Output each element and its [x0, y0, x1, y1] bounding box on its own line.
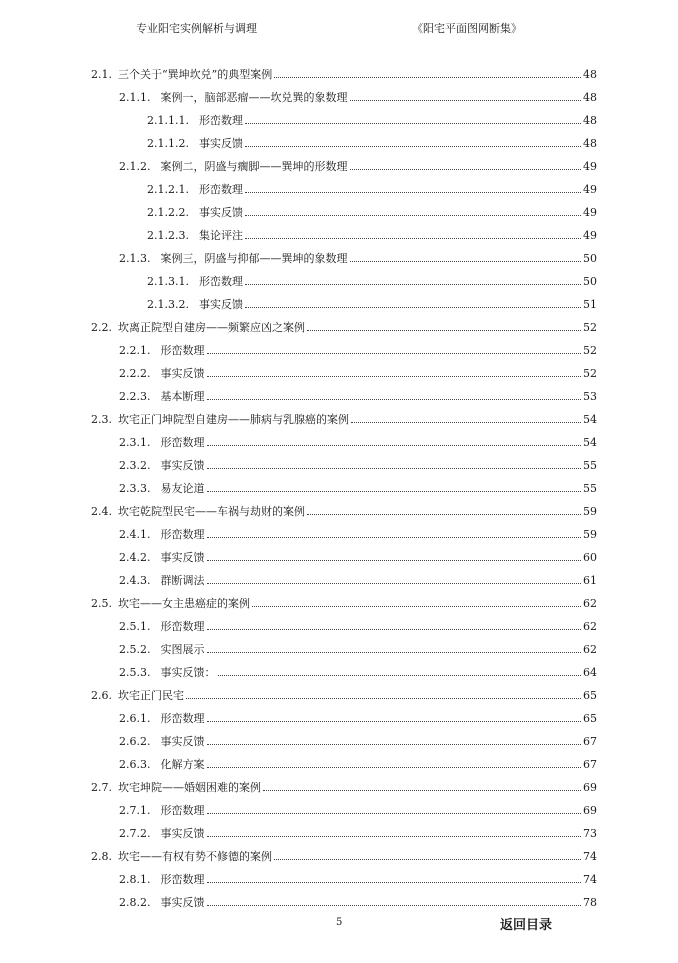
toc-entry[interactable] — [119, 86, 597, 104]
toc-dot-leader — [307, 514, 581, 515]
toc-dot-leader — [207, 583, 582, 584]
toc-entry[interactable] — [91, 592, 597, 610]
toc-entry-page: 60 — [583, 551, 597, 564]
toc-entry-page: 49 — [583, 206, 597, 219]
toc-entry[interactable] — [91, 776, 597, 794]
toc-entry-page: 48 — [583, 137, 597, 150]
toc-dot-leader — [307, 330, 581, 331]
toc-entry-title: 形峦数理 — [160, 436, 205, 449]
toc-entry-number: 2.5.3. — [119, 666, 151, 679]
toc-dot-leader — [207, 491, 582, 492]
toc-entry[interactable] — [119, 868, 597, 886]
toc-dot-leader — [207, 376, 582, 377]
toc-entry-number: 2.3. — [91, 413, 112, 426]
toc-dot-leader — [245, 192, 581, 193]
toc-entry-page: 49 — [583, 229, 597, 242]
toc-entry-page: 69 — [583, 781, 597, 794]
toc-entry-page: 65 — [583, 712, 597, 725]
toc-entry[interactable] — [147, 270, 597, 288]
toc-dot-leader — [207, 399, 582, 400]
toc-entry[interactable] — [147, 178, 597, 196]
toc-entry-number: 2.3.3. — [119, 482, 151, 495]
toc-dot-leader — [207, 445, 582, 446]
toc-dot-leader — [207, 353, 582, 354]
toc-dot-leader — [207, 813, 582, 814]
toc-entry-title: 坎宅正门民宅 — [118, 689, 184, 702]
toc-entry-page: 52 — [583, 321, 597, 334]
toc-entry[interactable] — [119, 822, 597, 840]
toc-entry-number: 2.1.2.1. — [147, 183, 189, 196]
toc-entry-page: 67 — [583, 735, 597, 748]
toc-entry[interactable] — [119, 339, 597, 357]
toc-dot-leader — [245, 123, 581, 124]
toc-entry[interactable] — [119, 546, 597, 564]
toc-dot-leader — [263, 790, 581, 791]
header-book-title: 专业阳宅实例解析与调理 — [136, 22, 257, 35]
toc-dot-leader — [245, 307, 581, 308]
toc-entry-title: 形峦数理 — [198, 183, 243, 196]
toc-entry-title: 形峦数理 — [198, 114, 243, 127]
toc-dot-leader — [207, 905, 582, 906]
toc-entry-title: 案例三，阴盛与抑郁——巽坤的象数理 — [160, 252, 348, 265]
toc-entry-page: 48 — [583, 114, 597, 127]
toc-entry-page: 59 — [583, 505, 597, 518]
toc-dot-leader — [207, 767, 582, 768]
toc-entry-title: 群断调法 — [160, 574, 205, 587]
toc-dot-leader — [207, 744, 582, 745]
toc-entry[interactable] — [119, 155, 597, 173]
toc-entry-title: 坎宅乾院型民宅——车祸与劫财的案例 — [118, 505, 305, 518]
toc-entry-page: 49 — [583, 160, 597, 173]
toc-dot-leader — [351, 422, 581, 423]
toc-entry-page: 48 — [583, 68, 597, 81]
toc-entry[interactable] — [119, 707, 597, 725]
toc-entry-number: 2.1.3. — [119, 252, 151, 265]
toc-entry[interactable] — [119, 799, 597, 817]
toc-dot-leader — [350, 169, 582, 170]
toc-entry-number: 2.7.1. — [119, 804, 151, 817]
toc-entry[interactable] — [119, 569, 597, 587]
toc-entry-page: 55 — [583, 482, 597, 495]
toc-entry-title: 形峦数理 — [160, 528, 205, 541]
toc-entry-page: 65 — [583, 689, 597, 702]
toc-entry[interactable] — [147, 109, 597, 127]
toc-dot-leader — [207, 721, 582, 722]
toc-entry[interactable] — [119, 362, 597, 380]
toc-entry-title: 基本断理 — [160, 390, 205, 403]
toc-entry-number: 2.4.3. — [119, 574, 151, 587]
toc-entry-number: 2.1.2.2. — [147, 206, 189, 219]
toc-entry-title: 事实反馈 — [160, 896, 205, 909]
toc-dot-leader — [274, 859, 581, 860]
toc-entry[interactable] — [119, 753, 597, 771]
toc-entry-number: 2.6. — [91, 689, 112, 702]
toc-entry-number: 2.1.2.3. — [147, 229, 189, 242]
toc-entry-number: 2.6.1. — [119, 712, 151, 725]
toc-entry-title: 事实反馈 — [160, 459, 205, 472]
toc-dot-leader — [245, 146, 581, 147]
toc-entry[interactable] — [119, 477, 597, 495]
toc-entry-title: 坎离正院型自建房——频繁应凶之案例 — [118, 321, 305, 334]
toc-entry-number: 2.6.2. — [119, 735, 151, 748]
toc-dot-leader — [207, 468, 582, 469]
toc-entry-number: 2.1.1.1. — [147, 114, 189, 127]
header-series-title: 《阳宅平面图网断集》 — [412, 22, 522, 35]
toc-entry[interactable] — [91, 845, 597, 863]
toc-entry-number: 2.8. — [91, 850, 112, 863]
toc-dot-leader — [252, 606, 581, 607]
toc-dot-leader — [350, 261, 582, 262]
toc-entry-title: 事实反馈 — [198, 206, 243, 219]
toc-entry[interactable] — [119, 385, 597, 403]
toc-entry-page: 69 — [583, 804, 597, 817]
toc-entry-page: 74 — [583, 850, 597, 863]
toc-entry[interactable] — [119, 523, 597, 541]
toc-entry-title: 形峦数理 — [160, 873, 205, 886]
toc-entry-page: 52 — [583, 367, 597, 380]
toc-dot-leader — [274, 77, 581, 78]
toc-entry-title: 事实反馈 — [198, 137, 243, 150]
toc-entry-title: 坎宅正门坤院型自建房——肺病与乳腺癌的案例 — [118, 413, 349, 426]
toc-entry-title: 案例二，阴盛与瘸脚——巽坤的形数理 — [160, 160, 348, 173]
toc-entry-page: 64 — [583, 666, 597, 679]
toc-dot-leader — [207, 560, 582, 561]
toc-entry-number: 2.5.2. — [119, 643, 151, 656]
toc-entry[interactable] — [119, 454, 597, 472]
toc-entry-number: 2.1.3.2. — [147, 298, 189, 311]
toc-entry-number: 2.4. — [91, 505, 112, 518]
toc-entry-number: 2.8.2. — [119, 896, 151, 909]
toc-dot-leader — [207, 537, 582, 538]
toc-entry-number: 2.2.2. — [119, 367, 151, 380]
toc-entry-title: 事实反馈： — [160, 666, 216, 679]
toc-entry[interactable] — [91, 684, 597, 702]
toc-entry-page: 54 — [583, 436, 597, 449]
toc-entry-page: 61 — [583, 574, 597, 587]
toc-entry[interactable] — [147, 201, 597, 219]
toc-entry-title: 坎宅坤院——婚姻困难的案例 — [118, 781, 261, 794]
toc-entry[interactable] — [91, 500, 597, 518]
toc-entry[interactable] — [119, 247, 597, 265]
toc-entry-number: 2.1. — [91, 68, 112, 81]
toc-entry-title: 形峦数理 — [160, 712, 205, 725]
toc-entry-number: 2.7.2. — [119, 827, 151, 840]
toc-dot-leader — [207, 652, 582, 653]
toc-entry-page: 62 — [583, 643, 597, 656]
toc-entry[interactable] — [147, 293, 597, 311]
toc-entry-page: 49 — [583, 183, 597, 196]
toc-dot-leader — [245, 284, 581, 285]
toc-entry-title: 形峦数理 — [160, 804, 205, 817]
toc-entry-page: 53 — [583, 390, 597, 403]
toc-entry-page: 50 — [583, 252, 597, 265]
toc-entry-page: 67 — [583, 758, 597, 771]
toc-entry-title: 形峦数理 — [198, 275, 243, 288]
toc-dot-leader — [207, 629, 582, 630]
toc-entry-number: 2.2.1. — [119, 344, 151, 357]
toc-entry[interactable] — [147, 132, 597, 150]
toc-dot-leader — [350, 100, 582, 101]
toc-entry-number: 2.4.2. — [119, 551, 151, 564]
toc-entry-number: 2.3.1. — [119, 436, 151, 449]
toc-entry-title: 事实反馈 — [160, 735, 205, 748]
toc-entry-page: 51 — [583, 298, 597, 311]
toc-entry-title: 化解方案 — [160, 758, 205, 771]
toc-entry-page: 48 — [583, 91, 597, 104]
toc-entry-page: 52 — [583, 344, 597, 357]
toc-entry-page: 74 — [583, 873, 597, 886]
toc-entry-page: 50 — [583, 275, 597, 288]
toc-entry[interactable] — [91, 316, 597, 334]
toc-entry-page: 62 — [583, 597, 597, 610]
toc-entry-number: 2.1.2. — [119, 160, 151, 173]
toc-entry-title: 集论评注 — [198, 229, 243, 242]
toc-entry-title: 坎宅——有权有势不修德的案例 — [118, 850, 272, 863]
toc-entry[interactable] — [119, 431, 597, 449]
toc-entry-number: 2.5.1. — [119, 620, 151, 633]
toc-dot-leader — [245, 238, 581, 239]
toc-entry[interactable] — [91, 408, 597, 426]
toc-entry-number: 2.4.1. — [119, 528, 151, 541]
toc-entry-title: 易友论道 — [160, 482, 205, 495]
toc-dot-leader — [218, 675, 582, 676]
toc-entry-number: 2.1.1.2. — [147, 137, 189, 150]
toc-entry-title: 事实反馈 — [198, 298, 243, 311]
toc-entry-title: 事实反馈 — [160, 827, 205, 840]
toc-entry-number: 2.1.3.1. — [147, 275, 189, 288]
toc-entry-page: 73 — [583, 827, 597, 840]
toc-entry-number: 2.5. — [91, 597, 112, 610]
toc-entry[interactable] — [119, 615, 597, 633]
toc-entry[interactable] — [91, 63, 597, 81]
toc-entry-page: 59 — [583, 528, 597, 541]
toc-entry[interactable] — [119, 891, 597, 909]
toc-dot-leader — [207, 836, 582, 837]
toc-dot-leader — [245, 215, 581, 216]
toc-entry-number: 2.8.1. — [119, 873, 151, 886]
toc-entry-page: 62 — [583, 620, 597, 633]
toc-entry-number: 2.2.3. — [119, 390, 151, 403]
toc-entry-page: 55 — [583, 459, 597, 472]
toc-entry-title: 形峦数理 — [160, 344, 205, 357]
toc-entry-title: 实图展示 — [160, 643, 205, 656]
back-to-contents-link[interactable]: 返回目录 — [500, 918, 553, 933]
toc-entry-title: 事实反馈 — [160, 367, 205, 380]
toc-entry-number: 2.2. — [91, 321, 112, 334]
toc-entry-number: 2.6.3. — [119, 758, 151, 771]
toc-entry-page: 78 — [583, 896, 597, 909]
toc-entry-title: 形峦数理 — [160, 620, 205, 633]
toc-entry[interactable] — [147, 224, 597, 242]
toc-dot-leader — [186, 698, 581, 699]
toc-entry[interactable] — [119, 661, 597, 679]
toc-entry[interactable] — [119, 730, 597, 748]
toc-entry-title: 三个关于“巽坤坎兑”的典型案例 — [118, 68, 273, 81]
toc-entry-title: 案例一，脑部恶瘤——坎兑巽的象数理 — [160, 91, 348, 104]
toc-entry-number: 2.3.2. — [119, 459, 151, 472]
toc-dot-leader — [207, 882, 582, 883]
toc-entry-title: 事实反馈 — [160, 551, 205, 564]
toc-entry-title: 坎宅——女主患癌症的案例 — [118, 597, 250, 610]
toc-entry-number: 2.7. — [91, 781, 112, 794]
page-number: 5 — [336, 917, 343, 928]
toc-entry-page: 54 — [583, 413, 597, 426]
toc-entry[interactable] — [119, 638, 597, 656]
toc-entry-number: 2.1.1. — [119, 91, 151, 104]
